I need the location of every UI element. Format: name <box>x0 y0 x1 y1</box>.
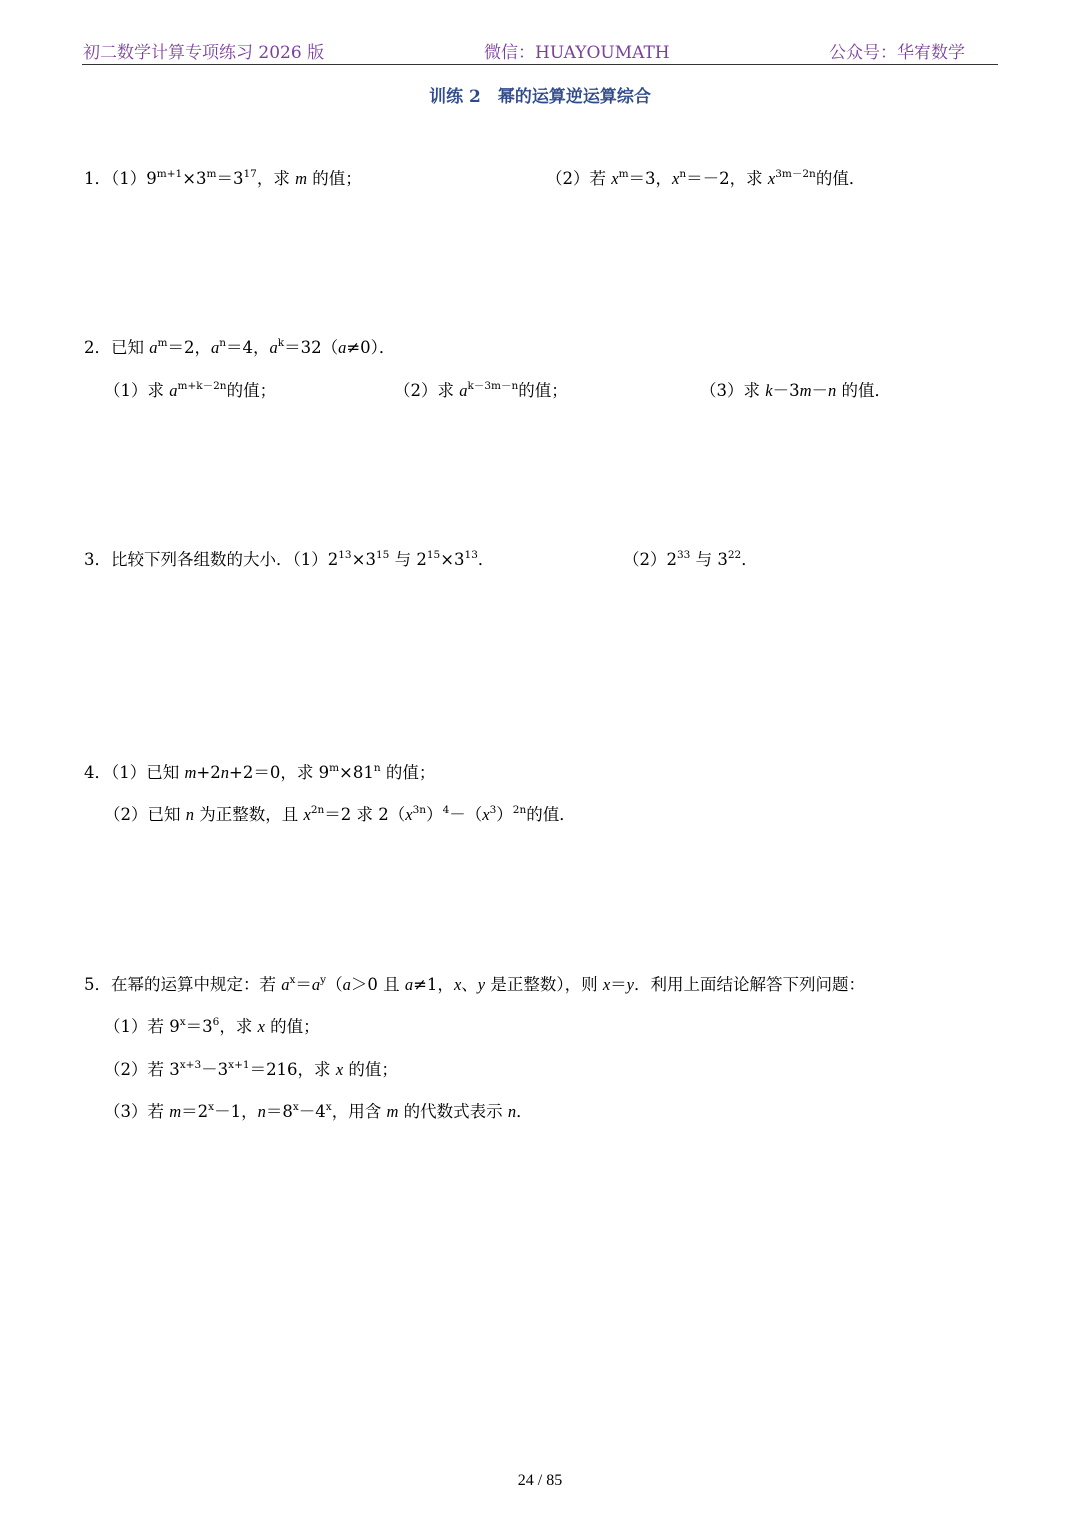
problem-5-part-3: （3）若 $m=2^x-1$，$n=8^x-4^x$，用含 m 的代数式表示 n． <box>104 1101 533 1121</box>
problem-2-part-1: （1）求 $a^{m+k-2n}$的值； <box>104 380 277 400</box>
problem-5-part-1: （1）若 $9^x=3^6$，求 x 的值； <box>104 1016 320 1036</box>
problem-4-part-2: （2）已知 n 为正整数，且 $x^{2n}=2$ 求 $2(x^{3n})^4-(x^3)^{2n}$的值． <box>104 804 576 824</box>
page-number: 24 / 85 <box>517 1472 563 1489</box>
problem-5-part-2: （2）若 $3^{x+3}-3^{x+1}=216$，求 x 的值； <box>104 1059 398 1079</box>
header-left: 初二数学计算专项练习 2026 版 <box>83 43 325 63</box>
problem-5-stem: 5．在幂的运算中规定：若 $a^x=a^y(a>0$ 且 a≠1，x、y 是正整数），则 x＝y．利用上面结论解答下列问题： <box>84 974 865 994</box>
page-title: 训练 2 幂的运算逆运算综合 <box>429 87 651 107</box>
problem-3-part-2: $(2)2^{33}$ 与 $3^{22}$． <box>623 549 758 569</box>
problem-2-part-3: （3）求 k－3m－n 的值． <box>700 381 891 400</box>
problem-4-part-1: 4．（1）已知 m+2n+2＝0，求 $9^m\times 81^n$ 的值； <box>84 762 436 782</box>
problem-2-part-2: （2）求 $a^{k-3m-n}$的值； <box>394 380 568 400</box>
header-center: 微信：HUAYOUMATH <box>484 43 670 63</box>
problem-3-part-1: 3．比较下列各组数的大小．$(1)2^{13}\times 3^{15}$ 与 $2^{15}\times 3^{13}$． <box>84 549 495 569</box>
header-right: 公众号：华宥数学 <box>829 43 965 63</box>
problem-1-part-2: （2）若 $x^m=3$，$x^n=-2$，求 $x^{3m-2n}$的值． <box>546 168 866 188</box>
problem-2-stem: 2．已知 $a^m=2$，$a^n=4$，$a^k=32(a\ne 0)$． <box>84 337 396 357</box>
problem-1-part-1: 1．$(1)9^{m+1}\times 3^m=3^{17}$，求 m 的值； <box>84 168 362 188</box>
header-divider <box>82 64 998 65</box>
